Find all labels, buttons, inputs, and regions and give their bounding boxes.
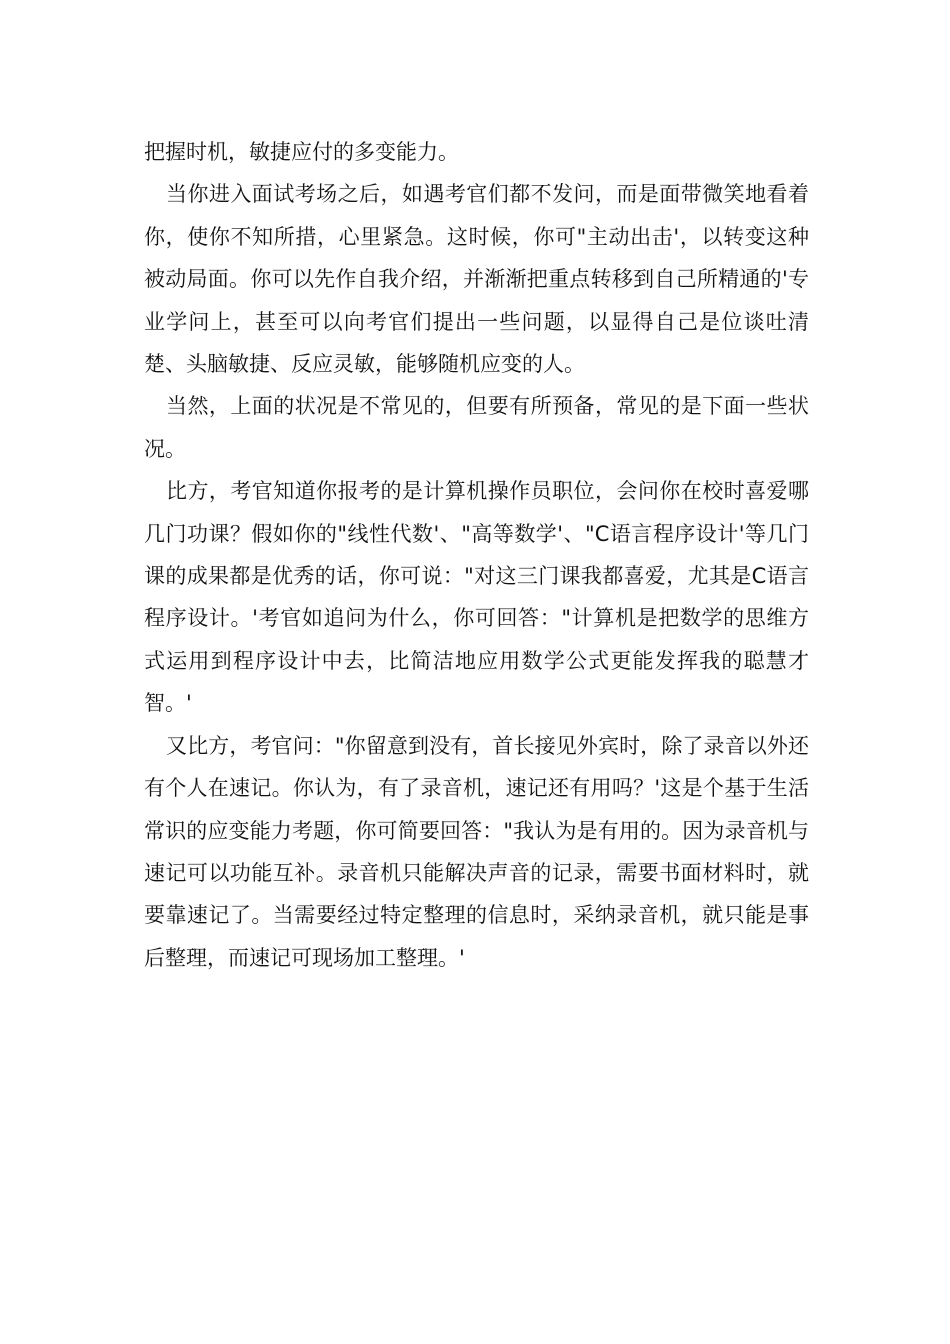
paragraph: 当然，上面的状况是不常见的，但要有所预备，常见的是下面一些状况。	[144, 394, 809, 461]
paragraph-continuation: 把握时机，敏捷应付的多变能力。	[144, 140, 459, 164]
document-body	[144, 131, 809, 979]
paragraph: 比方，考官知道你报考的是计算机操作员职位，会问你在校时喜爱哪几门功课？假如你的"线性代数'、"高等数学'、"C语言程序设计'等几门课的成果都是优秀的话，你可说："对这三门课我都喜爱，尤其是C语言程序设计。'考官如追问为什么，你可回答："计算机是把数学的思维方式运用到程序设计中去，比简洁地应用数学公式更能发挥我的聪慧才智。'	[144, 479, 809, 716]
paragraph: 又比方，考官问："你留意到没有，首长接见外宾时，除了录音以外还有个人在速记。你认为，有了录音机，速记还有用吗？'这是个基于生活常识的应变能力考题，你可简要回答："我认为是有用的。因为录音机与速记可以功能互补。录音机只能解决声音的记录，需要书面材料时，就要靠速记了。当需要经过特定整理的信息时，采纳录音机，就只能是事后整理，而速记可现场加工整理。'	[144, 733, 809, 970]
paragraph: 当你进入面试考场之后，如遇考官们都不发问，而是面带微笑地看着你，使你不知所措，心里紧急。这时候，你可"主动出击'，以转变这种被动局面。你可以先作自我介绍，并渐渐把重点转移到自己所精通的'专业学问上，甚至可以向考官们提出一些问题，以显得自己是位谈吐清楚、头脑敏捷、反应灵敏，能够随机应变的人。	[144, 182, 809, 377]
